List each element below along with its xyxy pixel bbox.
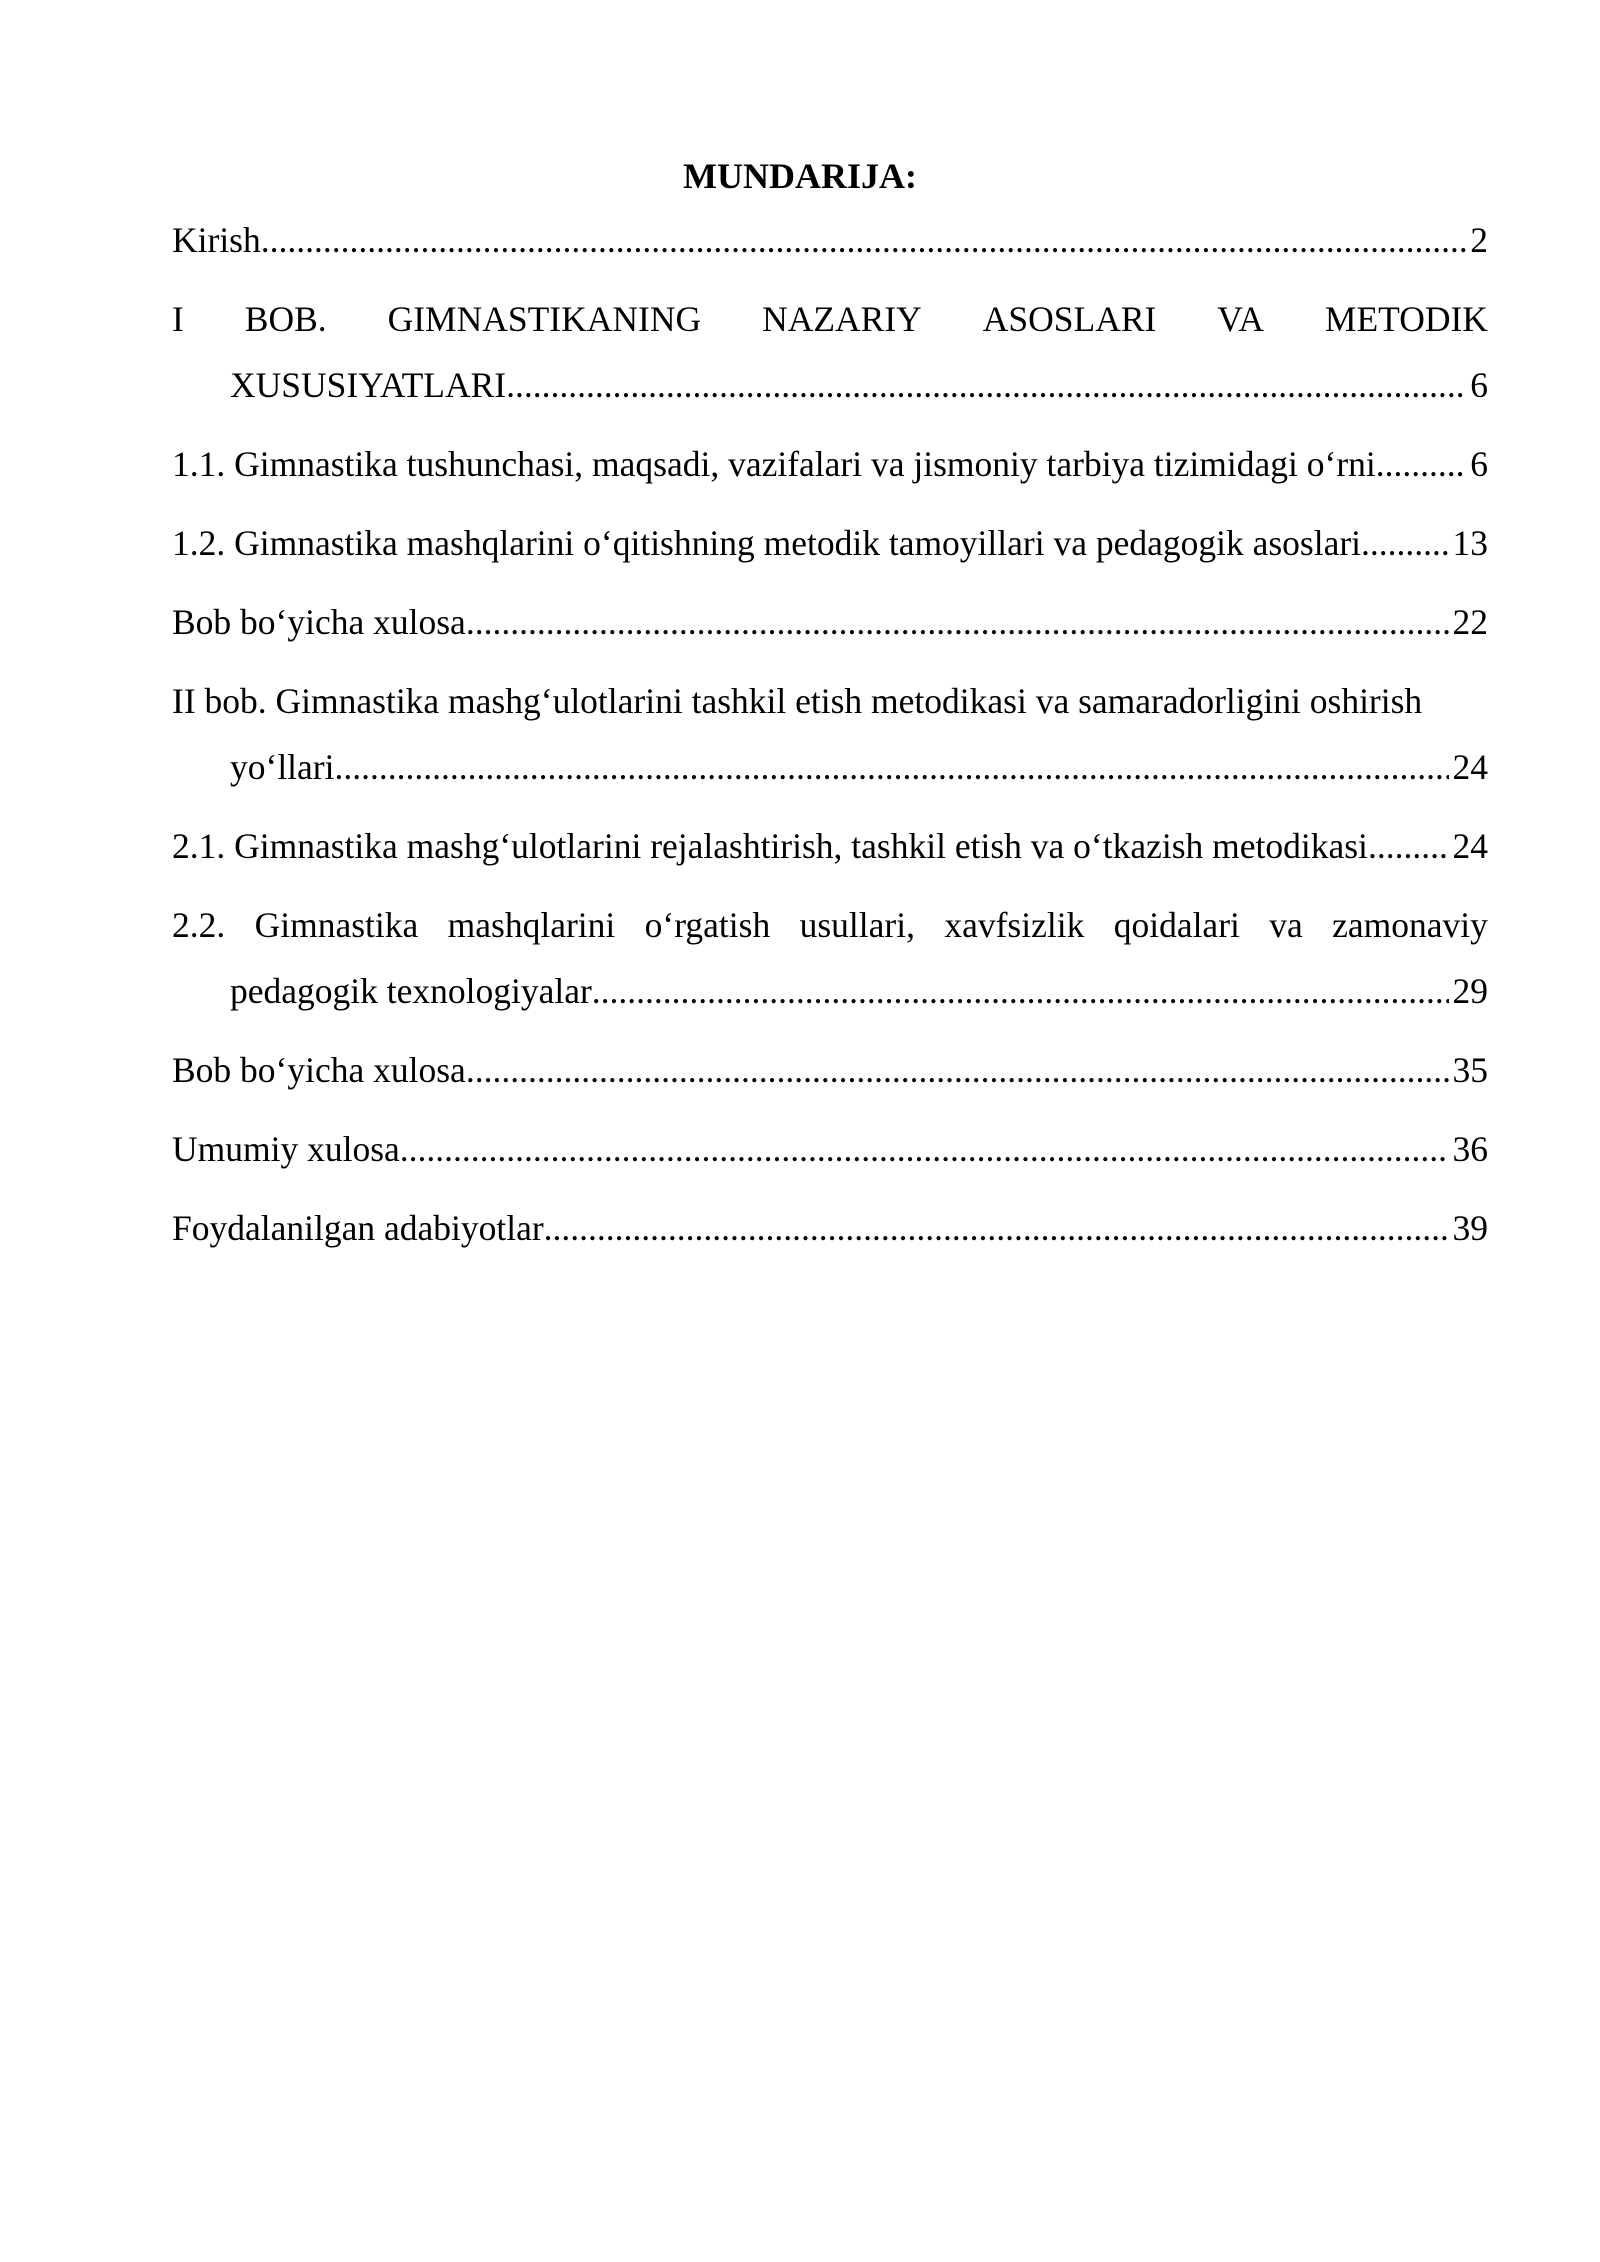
toc-word: BOB. [244, 299, 327, 339]
toc-word: VA [1217, 299, 1264, 339]
toc-entry-text: Kirish [172, 220, 261, 260]
toc-entry-text: pedagogik texnologiyalar [230, 971, 592, 1011]
dot-leader [400, 1116, 1449, 1182]
toc-title: MUNDARIJA: [683, 156, 917, 196]
toc-entry-text: Bob bo‘yicha xulosa [172, 602, 466, 642]
toc-entry-references[interactable] [172, 1195, 1488, 1261]
toc-entry-text: 1.1. Gimnastika tushunchasi, maqsadi, vazifalari va jismoniy tarbiya tizimidagi o‘rni. [172, 444, 1385, 484]
toc-word: METODIK [1324, 299, 1488, 339]
toc-entry-text: Umumiy xulosa [172, 1129, 400, 1169]
toc-word: ASOSLARI [982, 299, 1157, 339]
dot-leader [335, 734, 1449, 800]
toc-entry-section-2-2[interactable] [172, 892, 1488, 1024]
toc-entry-text: 1.2. Gimnastika mashqlarini o‘qitishning metodik tamoyillari va pedagogik asoslari. [172, 523, 1370, 563]
toc-entry-line [172, 892, 1488, 958]
toc-word: I [172, 299, 184, 339]
toc-entry-section-1-1[interactable] [172, 431, 1488, 497]
toc-word: va [1269, 905, 1303, 945]
toc-page-number: 6 [1470, 444, 1488, 484]
toc-entry-text: 2.1. Gimnastika mashg‘ulotlarini rejalashtirish, tashkil etish va o‘tkazish metodikasi [172, 826, 1368, 866]
toc-word: xavfsizlik [944, 905, 1085, 945]
toc-page-number: 13 [1452, 523, 1488, 563]
toc-entry-line [172, 286, 1488, 352]
toc-word: NAZARIY [762, 299, 922, 339]
toc-page-number: 36 [1452, 1129, 1488, 1169]
toc-page-number: 39 [1452, 1208, 1488, 1248]
dot-leader [544, 1195, 1449, 1261]
toc-entry-text: yo‘llari [230, 747, 335, 787]
toc-entry-chapter-1-summary[interactable] [172, 589, 1488, 655]
toc-word: o‘rgatish [644, 905, 771, 945]
toc-entry-chapter-2-summary[interactable] [172, 1037, 1488, 1103]
toc-word: 2.2. [172, 905, 226, 945]
toc-entry-section-1-2[interactable] [172, 510, 1488, 576]
toc-word: Gimnastika [254, 905, 419, 945]
toc-word: mashqlarini [447, 905, 616, 945]
toc-entry-kirish[interactable] [172, 207, 1488, 273]
toc-entry-chapter-2[interactable] [172, 668, 1488, 800]
toc-entry-section-2-1[interactable] [172, 813, 1488, 879]
toc-entry-chapter-1[interactable] [172, 286, 1488, 418]
toc-page-number: 29 [1452, 971, 1488, 1011]
toc-word: qoidalari [1113, 905, 1240, 945]
dot-leader [261, 207, 1467, 273]
dot-leader [1370, 510, 1449, 576]
toc-entry-text: Foydalanilgan adabiyotlar [172, 1208, 544, 1248]
dot-leader [592, 958, 1449, 1024]
toc-entry-general-conclusion[interactable] [172, 1116, 1488, 1182]
toc-page-number: 24 [1452, 826, 1488, 866]
toc-page-number: 22 [1452, 602, 1488, 642]
toc-entry-text: XUSUSIYATLARI [230, 365, 507, 405]
dot-leader [1385, 431, 1467, 497]
toc-page-number: 2 [1470, 220, 1488, 260]
toc-word: usullari, [799, 905, 915, 945]
dot-leader [506, 352, 1466, 418]
dot-leader [466, 589, 1449, 655]
toc-page-number: 35 [1452, 1050, 1488, 1090]
toc-entry-text: II bob. Gimnastika mashg‘ulotlarini tashkil etish metodikasi va samaradorligini oshirish [172, 681, 1423, 721]
toc-entry-text: Bob bo‘yicha xulosa [172, 1050, 466, 1090]
toc-word: GIMNASTIKANING [387, 299, 702, 339]
dot-leader [1368, 813, 1449, 879]
toc-word: zamonaviy [1332, 905, 1488, 945]
toc-page-number: 24 [1452, 747, 1488, 787]
toc-page-number: 6 [1470, 365, 1488, 405]
dot-leader [466, 1037, 1449, 1103]
